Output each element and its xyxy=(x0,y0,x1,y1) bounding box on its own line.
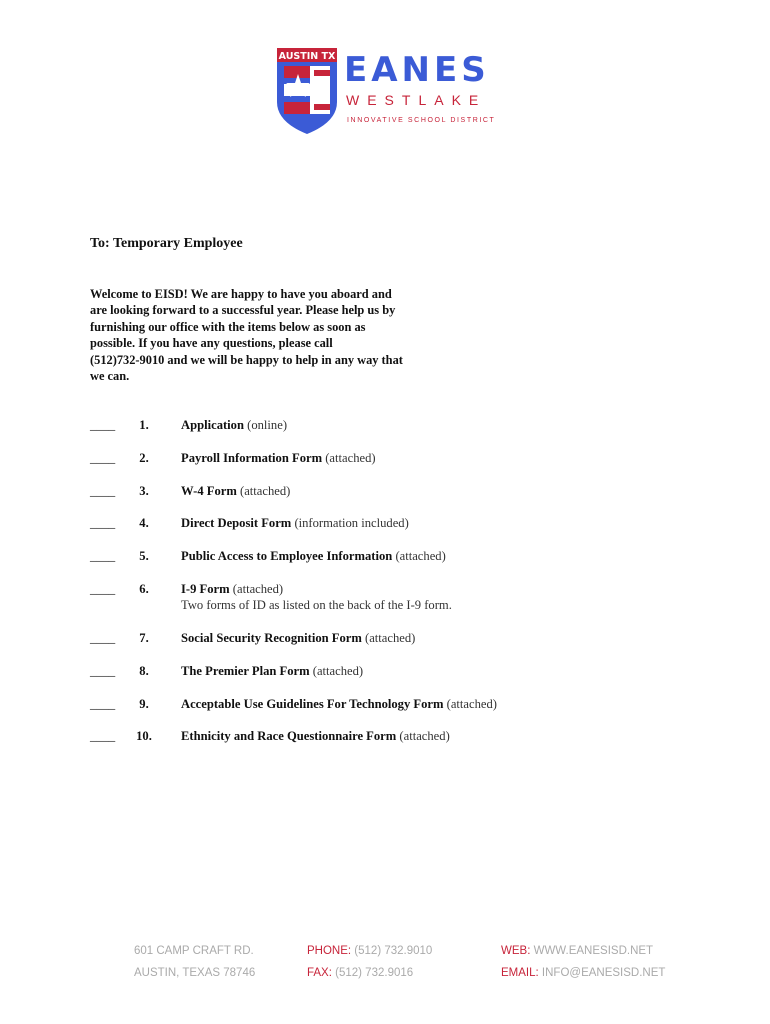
fax-value: (512) 732.9016 xyxy=(335,967,414,979)
item-sub-note: Two forms of ID as listed on the back of the I-9 form. xyxy=(181,598,452,613)
item-name: Direct Deposit Form xyxy=(181,516,292,530)
phone-value: (512) 732.9010 xyxy=(354,945,433,957)
item-name: Payroll Information Form xyxy=(181,451,323,465)
item-name: Acceptable Use Guidelines For Technology Form xyxy=(181,697,444,711)
email-link[interactable]: INFO@EANESISD.NET xyxy=(541,967,666,979)
item-number: 1. xyxy=(139,418,149,432)
item-name: I-9 Form xyxy=(181,582,230,596)
checkbox-blank[interactable]: ____ xyxy=(90,549,116,563)
item-name: W-4 Form xyxy=(181,484,237,498)
intro-line: (512)732-9010 and we will be happy to help in any way that xyxy=(90,352,403,367)
footer-web-email xyxy=(501,940,665,984)
email-line xyxy=(501,962,665,984)
checkbox-blank[interactable]: ____ xyxy=(90,697,116,711)
fax-line xyxy=(307,962,432,984)
item-note: (attached) xyxy=(232,582,284,596)
badge-text: AUSTIN TX xyxy=(278,51,336,62)
item-description xyxy=(181,696,497,712)
item-number: 9. xyxy=(139,697,149,711)
district-logo xyxy=(276,46,496,136)
item-description xyxy=(181,663,363,679)
checkbox-blank[interactable]: ____ xyxy=(90,418,116,432)
item-note: (attached) xyxy=(446,697,497,711)
item-name: Application xyxy=(181,418,244,432)
item-name: Social Security Recognition Form xyxy=(181,631,362,645)
checkbox-blank[interactable]: ____ xyxy=(90,664,116,678)
intro-line: Welcome to EISD! We are happy to have you aboard and xyxy=(90,287,392,301)
shield-icon xyxy=(276,46,338,136)
checkbox-blank[interactable]: ____ xyxy=(90,582,116,596)
intro-line: we can. xyxy=(90,369,130,384)
checkbox-blank[interactable]: ____ xyxy=(90,729,116,743)
item-note: (attached) xyxy=(240,484,291,498)
logo-name: EANES xyxy=(344,50,490,90)
page-heading: To: Temporary Employee xyxy=(90,236,243,251)
item-description xyxy=(181,581,452,614)
address-line: 601 CAMP CRAFT RD. xyxy=(134,945,254,957)
web-line xyxy=(501,940,665,962)
item-description xyxy=(181,515,409,531)
logo-subtitle: WESTLAKE xyxy=(346,92,487,108)
web-label: WEB: xyxy=(501,945,531,957)
item-name: Ethnicity and Race Questionnaire Form xyxy=(181,729,397,743)
web-link[interactable]: WWW.EANESISD.NET xyxy=(533,945,654,957)
checkbox-blank[interactable]: ____ xyxy=(90,631,116,645)
item-note: (attached) xyxy=(399,729,450,743)
item-name: The Premier Plan Form xyxy=(181,664,310,678)
item-number: 2. xyxy=(139,451,149,465)
address-line: AUSTIN, TEXAS 78746 xyxy=(134,967,256,979)
logo-tagline: INNOVATIVE SCHOOL DISTRICT xyxy=(347,117,496,124)
checkbox-blank[interactable]: ____ xyxy=(90,451,116,465)
fax-label: FAX: xyxy=(307,967,332,979)
item-description xyxy=(181,483,290,499)
item-note: (attached) xyxy=(312,664,364,678)
checkbox-blank[interactable]: ____ xyxy=(90,484,116,498)
checkbox-blank[interactable]: ____ xyxy=(90,516,116,530)
intro-paragraph xyxy=(90,286,450,384)
footer-address xyxy=(134,940,255,984)
item-description xyxy=(181,450,376,466)
item-note: (attached) xyxy=(395,549,446,563)
intro-line: furnishing our office with the items below as soon as xyxy=(90,319,366,334)
item-number: 10. xyxy=(136,729,152,743)
phone-label: PHONE: xyxy=(307,945,352,957)
item-note: (attached) xyxy=(365,631,416,645)
intro-line: are looking forward to a successful year. Please help us by xyxy=(90,303,396,318)
email-label: EMAIL: xyxy=(501,967,539,979)
item-description xyxy=(181,630,415,646)
item-description xyxy=(181,728,450,744)
item-note: (information included) xyxy=(294,516,409,530)
item-name: Public Access to Employee Information xyxy=(181,549,393,563)
item-number: 7. xyxy=(139,631,149,645)
phone-line xyxy=(307,940,432,962)
item-note: (online) xyxy=(247,418,288,432)
intro-line: possible. If you have any questions, please call xyxy=(90,336,333,351)
item-number: 8. xyxy=(139,664,149,678)
item-number: 3. xyxy=(139,484,149,498)
item-number: 4. xyxy=(139,516,149,530)
footer-phone-fax xyxy=(307,940,432,984)
item-number: 5. xyxy=(139,549,149,563)
item-note: (attached) xyxy=(325,451,376,465)
item-description xyxy=(181,548,446,564)
item-number: 6. xyxy=(139,582,149,596)
item-description xyxy=(181,417,287,433)
